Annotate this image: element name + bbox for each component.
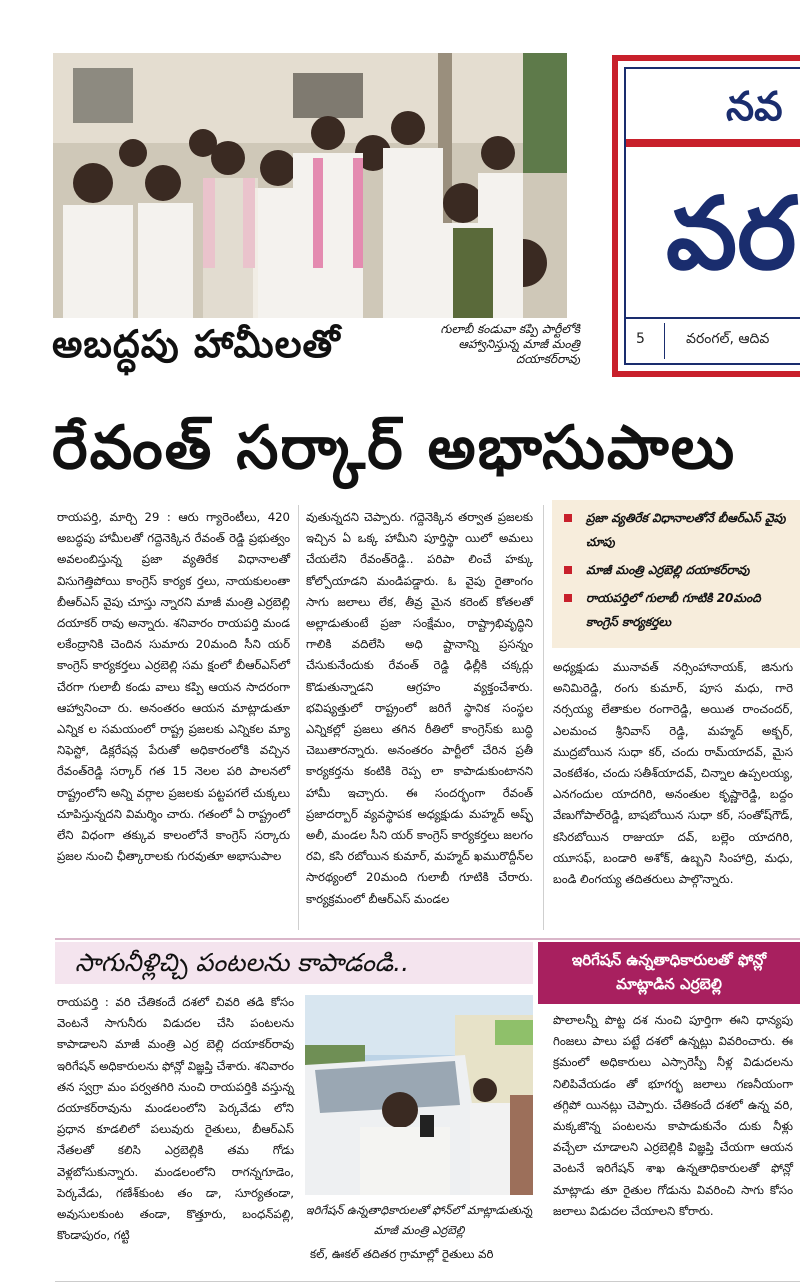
- section-divider: [55, 938, 800, 940]
- masthead-name-top: నవ: [726, 84, 783, 130]
- story2-column-2: కల్, ఊకల్ తదితర గ్రామాల్లో రైతులు వరి: [310, 1247, 494, 1261]
- footer-divider: [664, 323, 665, 359]
- highlight-item: మాజీ మంత్రి ఎర్రబెల్లి దయాకర్‌రావు: [564, 558, 796, 582]
- page-number: 5: [636, 331, 645, 347]
- bullet-icon: [564, 566, 572, 574]
- bullet-icon: [564, 514, 572, 522]
- group-photo: [53, 53, 567, 318]
- story2-column-1: రాయపర్తి : వరి చేతికందే దశలో చివరి తడి కోసం వెంటనే సాగునీరు విడుదల చేసి పంటలను కాపాడాలని మాజీ మంత్రి ఎర్ర బెల్లి దయాకర్‌రావు ఇరిగేషన్ అధికారులను ఫోన్లో విజ్ఞప్తి చేశారు. శనివారం తన స్వగ్రా మం పర్వతగిరి నుంచి రాయపర్తికి వస్తున్న దయాకర్‌రావును మండలంలోని పెర్కవేడు లోని ప్రధాన కూడలిలో పలువురు రైతులు, బీఆర్‌ఎస్ నేతలతో కలిసి ఎర్రబెల్లికి తమ గోడు వెళ్లబోసుకున్నారు. మండలంలోని రాగన్నగూడెం, పెర్కవేడు, గణేశ్‌కుంట తం డా, సూర్యతండా, అవుసులకుంట తండా, కొత్తూరు, బంధన్‌పల్లి, కొండాపురం, గట్టి: [57, 995, 294, 1243]
- photo-caption: ఇరిగేషన్ ఉన్నతాధికారులతో ఫోన్‌లో మాట్లాడుతున్న మాజీ మంత్రి ఎర్రబెల్లి: [305, 1203, 533, 1237]
- highlight-item: ప్రజా వ్యతిరేక విధానాలతోనే బీఆర్‌ఎస్ వైపు చూపు: [564, 506, 796, 554]
- highlight-item: రాయపర్తిలో గులాబీ గూటికి 20మంది కాంగ్రెస్ కార్యకర్తలు: [564, 586, 796, 634]
- photo-caption: గులాబీ కండువా కప్పి పార్టీలోకి ఆహ్వానిస్తున్న మాజీ మంత్రి దయాకర్‌రావు: [440, 322, 580, 366]
- story2-headline: సాగునీళ్లిచ్చి పంటలను కాపాడండి..: [75, 948, 410, 977]
- story-column-3: అధ్యక్షుడు మునావత్ నర్సింహానాయక్, జినుగు అనిమిరెడ్డి, రంగు కుమార్, పూస మధు, గారె నర్సయ్య లేతాకుల రంగారెడ్డి, అయిత రాంచందర్, ఎలమంచ శ్రీనివాస్ రెడ్డి, మహ్మద్ అక్బర్, ముద్రబోయిన సుధా కర్, చందు రామ్‌యాదవ్, మైస వెంకటేశం, చందు సతీశ్‌యాదవ్, చిన్నాల ఉప్పలయ్య, ఎనగందుల యాదగిరి, అనంతుల కృష్ణారెడ్డి, బద్దం వేణుగోపాల్‌రెడ్డి, బాషబోయిన సుధా కర్, సంతోష్‌గౌడ్, కసిరబోయిన రాజుయా దవ్, బల్లెం యాదగిరి, యూసఫ్, బండారి అశోక్, ఉబ్బని సింహాద్రి, మధు, బండి లింగయ్య తదితరులు పాల్గొన్నారు.: [553, 660, 793, 887]
- headline-line-1: అబద్ధపు హామీలతో: [52, 322, 341, 366]
- dateline: వరంగల్, ఆదివ: [686, 331, 770, 347]
- bullet-icon: [564, 594, 572, 602]
- story3-column: పొలాలన్నీ పొట్ట దశ నుంచి పూర్తిగా ఈని ధాన్యపు గింజలు పాలు పట్టే దశలో ఉన్నట్లు వివరించారు. ఈ క్రమంలో అధికారులు ఎస్సారెస్పీ నీళ్ల విడుదలను నిలిపివేయడం తో భూగర్భ జలాలు గణనీయంగా తగ్గిపో యినట్లు చెప్పారు. చేతికందే దశలో ఉన్న వరి, మక్కజొన్న పంటలను కాపాడుకునేం దుకు నీళ్లు వచ్చేలా చూడాలని ఎర్రబెల్లికి విజ్ఞప్తి చేయగా ఆయన వెంటనే ఇరిగేషన్ శాఖ ఉన్నతాధికారులతో ఫోన్లో మాట్లాడు తూ రైతుల గోడును వివరించి సాగు కోసం జలాలు విడుదల చేయాలని కోరారు.: [553, 1013, 793, 1218]
- headline-line-2: రేవంత్ సర్కార్ అభాసుపాలు: [52, 413, 737, 483]
- story-column-2: వుతున్నదని చెప్పారు. గద్దెనెక్కిన తర్వాత ప్రజలకు ఇచ్చిన ఏ ఒక్క హామీని పూర్తిస్థా యిలో అమలు చేయలేని రేవంత్‌రెడ్డి.. పరిపా లించే హక్కు కోల్పోయాడని మండిపడ్డారు. ఓ వైపు రైతాంగం సాగు జలాలు లేక, తీవ్ర మైన కరెంట్ కోతలతో అల్లాడుతుంటే ప్రజా సంక్షేమం, రాష్ట్రాభివృద్ధిని గాలికి వదిలేసి అధి ష్టానాన్ని ప్రసన్నం చేసుకునేందుకు రేవంత్ రెడ్డి ఢిల్లీకి చక్కర్లు కొడుతున్నాడని ఆగ్రహం వ్యక్తంచేశారు. భవిష్యత్తులో రాష్ట్రంలో జరిగే స్థానిక సంస్థల ఎన్నికల్లో ప్రజలు తగిన రీతిలో కాంగ్రెస్‌కు బుద్ధి చెబుతారన్నారు. అనంతరం పార్టీలో చేరిన ప్రతీ కార్యకర్తను కంటికి రెప్ప లా కాపాడుకుంటానని హామీ ఇచ్చారు. ఈ సందర్భంగా రేవంత్ ప్రజాదర్బార్ వ్యవస్థాపక అధ్యక్షుడు మహ్మద్ అష్ఫ్ అలీ, మండల సీని యర్ కాంగ్రెస్ కార్యకర్తలు జలగం రవి, కసి రబోయిన కుమార్, మహ్మద్ ఖమురొద్దీన్‌ల సారథ్యంలో 20మంది గులాబీ గూటికి చేరారు. కార్యక్రమంలో బీఆర్‌ఎస్ మండల: [306, 510, 533, 906]
- masthead-footer: [626, 317, 800, 363]
- masthead-divider: [626, 139, 800, 147]
- bottom-rule: [55, 1281, 800, 1282]
- masthead: [612, 55, 800, 377]
- story3-headline: ఇరిగేషన్ ఉన్నతాధికారులతో ఫోన్లో మాట్లాడిన ఎర్రబెల్లి: [571, 951, 767, 993]
- column-divider: [298, 505, 299, 930]
- story-column-1: రాయపర్తి, మార్చి 29 : ఆరు గ్యారెంటీలు, 420 అబద్ధపు హామీలతో గద్దెనెక్కిన రేవంత్ రెడ్డి ప్రభుత్వం అవలంబిస్తున్న ప్రజా వ్యతిరేక విధానాలతో విసుగెత్తిపోయి కాంగ్రెస్ కార్యక ర్తలు, నాయకులంతా బీఆర్‌ఎస్ వైపు చూస్తు న్నారని మాజీ మంత్రి ఎర్రబెల్లి దయాకర్ రావు అన్నారు. శనివారం రాయపర్తి మండ లకేంద్రానికి చెందిన సుమారు 20మంది సీని యర్ కాంగ్రెస్ కార్యకర్తలు ఎర్రబెల్లి సమ క్షంలో బీఆర్‌ఎస్‌లో చేరగా గులాబీ కండు వాలు కప్పి ఆయన సాదరంగా ఆహ్వానించా రు. అనంతరం ఆయన మాట్లాడుతూ ఎన్నిక ల సమయంలో రాష్ట్ర ప్రజలకు ఎన్నికల మ్యా నిఫెస్టో, డిక్లరేషన్ల పేరుతో అధికారంలోకి వచ్చిన రేవంత్‌రెడ్డి సర్కార్ గత 15 నెలల పరి పాలనలో రాష్ట్రంలోని అన్ని వర్గాల ప్రజలకు పట్టపగలే చుక్కలు చూపిస్తున్నదని విమర్శిం చారు. గతంలో ఏ రాష్ట్రంలో లేని విధంగా తక్కువ కాలంలోనే కాంగ్రెస్ సర్కారు ప్రజల నుంచి ఛీత్కారాలకు గురవుతూ అభాసుపాల: [57, 510, 290, 864]
- column-divider: [543, 505, 544, 930]
- phone-call-photo: [305, 995, 533, 1195]
- highlights-box: [552, 500, 800, 648]
- masthead-name: వర: [666, 175, 797, 292]
